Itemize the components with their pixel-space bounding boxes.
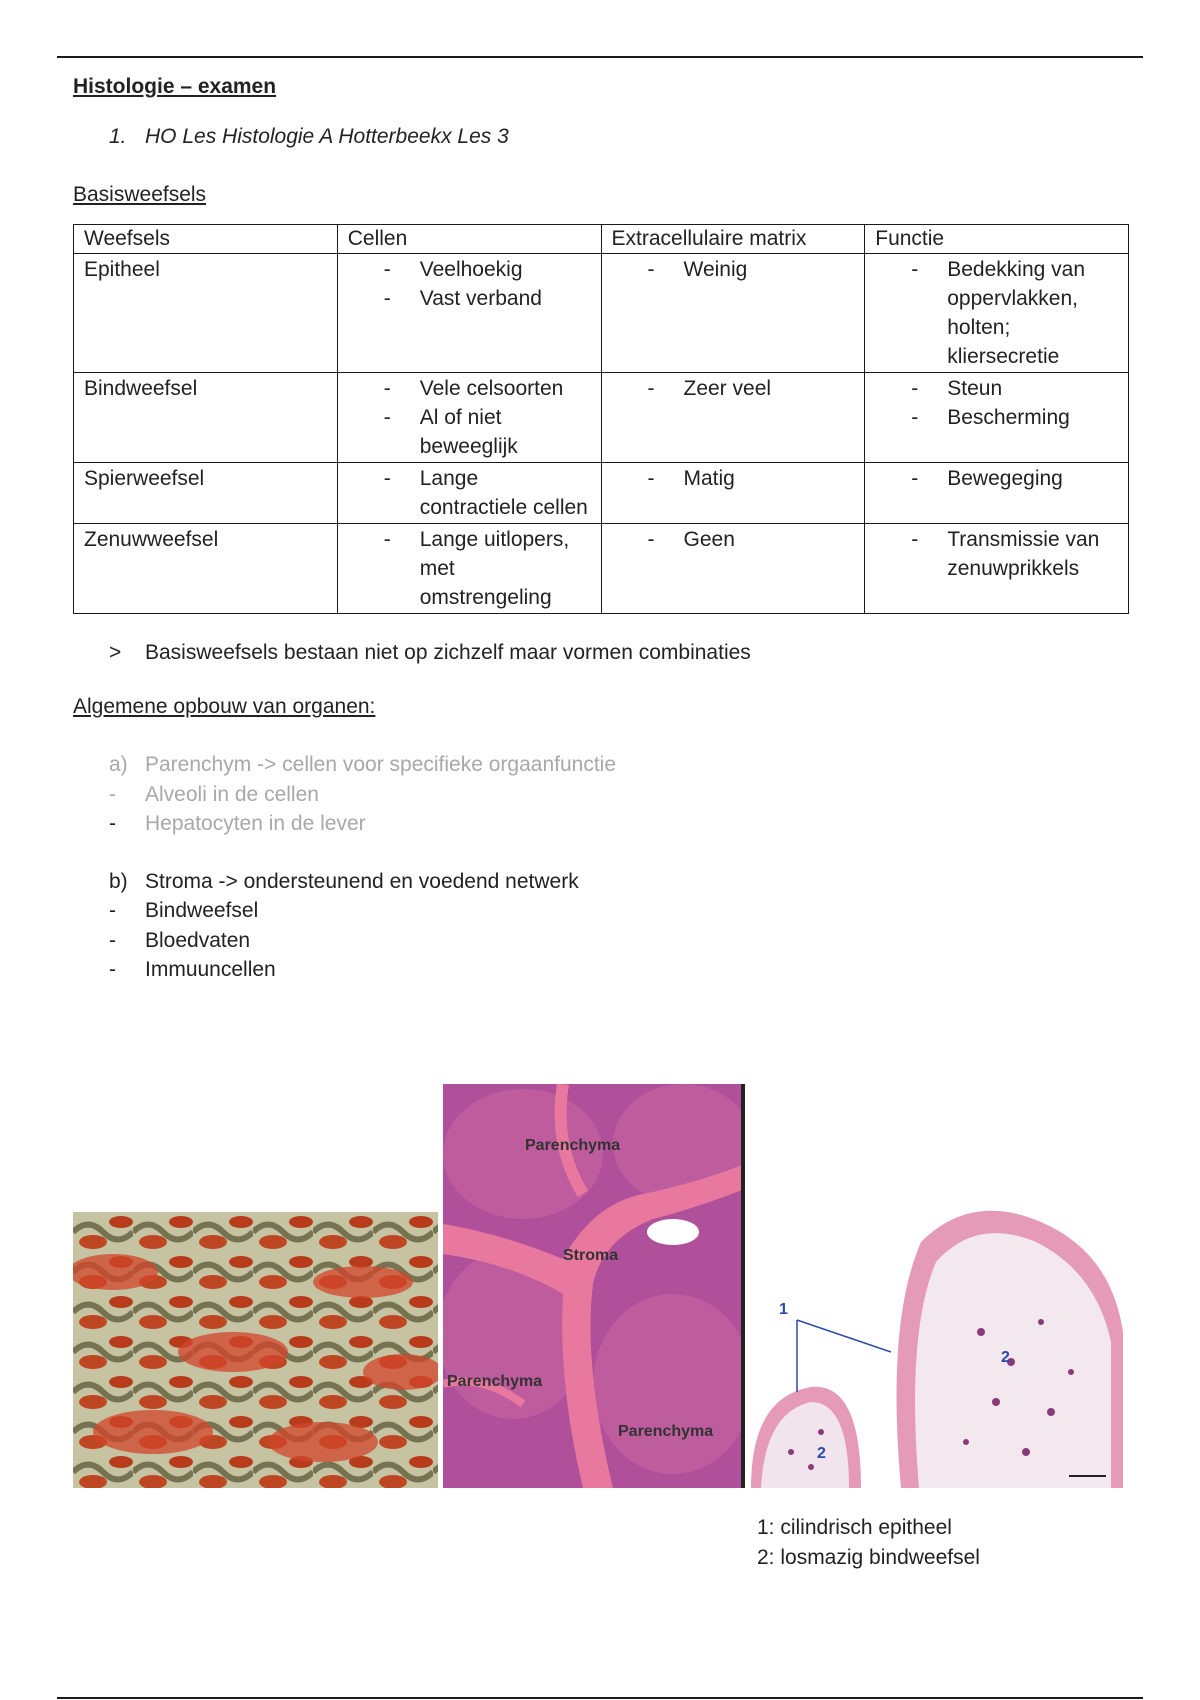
item-text: HO Les Histologie A Hotterbeekx Les 3 (145, 125, 509, 148)
list-parenchym (73, 750, 1133, 839)
note-text: Basisweefsels bestaan niet op zichzelf maar vormen combinaties (145, 641, 751, 664)
caption-line: 1: cilindrisch epitheel (757, 1516, 952, 1539)
table-cell-matrix (601, 373, 865, 463)
list-item: - Bescherming (911, 403, 1118, 432)
table-cell-function (865, 254, 1129, 373)
list-item: - Immuuncellen (109, 955, 1133, 985)
list-marker: a) (109, 753, 128, 776)
list-item: - Al of niet beweeglijk (384, 403, 591, 461)
list-heading (109, 867, 1133, 897)
table-header-row (74, 225, 1129, 254)
table-header: Weefsels (74, 225, 338, 254)
table-cell-tissue: Zenuwweefsel (74, 524, 338, 614)
label-parenchyma-top: Parenchyma (525, 1137, 621, 1154)
label-stroma: Stroma (563, 1247, 619, 1264)
list-item: - Weinig (648, 255, 855, 284)
table-cell-tissue: Spierweefsel (74, 463, 338, 524)
table-row (74, 524, 1129, 614)
list-marker: b) (109, 869, 128, 893)
list-item-text: Alveoli in de cellen (145, 782, 319, 806)
parenchyma-stroma-image (443, 1084, 745, 1488)
table-header: Functie (865, 225, 1129, 254)
table-row (74, 373, 1129, 463)
table-cell-matrix (601, 463, 865, 524)
item-number: 1. (109, 125, 127, 148)
table-row (74, 254, 1129, 373)
list-item: - Vele celsoorten (384, 374, 591, 403)
list-item: - Transmissie van zenuwprikkels (911, 525, 1118, 583)
table-row (74, 463, 1129, 524)
table-cell-function (865, 524, 1129, 614)
table-cell-cells (337, 373, 601, 463)
list-stroma (73, 867, 1133, 985)
label-parenchyma-right: Parenchyma (618, 1423, 714, 1440)
note-line (73, 638, 1133, 668)
document-page (73, 70, 1133, 985)
table-cell-tissue: Epitheel (74, 254, 338, 373)
bottom-rule (57, 1697, 1143, 1699)
image-row (73, 1084, 1123, 1488)
list-heading-text: Stroma -> ondersteunend en voedend netwerk (145, 869, 579, 893)
list-item: - Geen (648, 525, 855, 554)
table-header: Cellen (337, 225, 601, 254)
tissue-table (73, 224, 1129, 614)
list-item: - Bedekking van oppervlakken, holten; kliersecretie (911, 255, 1118, 371)
list-item: - Veelhoekig (384, 255, 591, 284)
table-cell-matrix (601, 524, 865, 614)
label-2a: 2 (1001, 1349, 1010, 1366)
document-title: Histologie – examen (73, 75, 277, 98)
section-heading-opbouw: Algemene opbouw van organen: (73, 695, 376, 718)
section-heading-basisweefsels: Basisweefsels (73, 183, 207, 206)
list-item: - Matig (648, 464, 855, 493)
list-item: - Alveoli in de cellen (109, 780, 1133, 810)
list-item: - Zeer veel (648, 374, 855, 403)
list-item-text: Hepatocyten in de lever (145, 812, 366, 835)
caption-line: 2: losmazig bindweefsel (757, 1546, 980, 1569)
label-parenchyma-left: Parenchyma (447, 1373, 543, 1390)
image-captions (757, 1513, 980, 1573)
label-2b: 2 (817, 1445, 826, 1462)
table-cell-cells (337, 463, 601, 524)
list-item: - Lange contractiele cellen (384, 464, 591, 522)
list-heading (109, 750, 1133, 780)
table-cell-function (865, 373, 1129, 463)
list-item: - Bewegeging (911, 464, 1118, 493)
table-cell-tissue: Bindweefsel (74, 373, 338, 463)
list-item-text: Bloedvaten (145, 928, 251, 952)
list-item: - Bloedvaten (109, 926, 1133, 956)
table-cell-cells (337, 524, 601, 614)
list-item: - Steun (911, 374, 1118, 403)
table-cell-matrix (601, 254, 865, 373)
list-item-text: Bindweefsel (145, 899, 259, 922)
list-item-text: Immuuncellen (145, 958, 276, 981)
list-item: - Bindweefsel (109, 896, 1133, 926)
table-header: Extracellulaire matrix (601, 225, 865, 254)
numbered-item (73, 122, 1133, 152)
tissue-texture-image (73, 1212, 438, 1488)
label-1: 1 (779, 1301, 788, 1318)
list-item: - Lange uitlopers, met omstrengeling (384, 525, 591, 612)
villi-epithelium-image (751, 1202, 1123, 1488)
top-rule (57, 56, 1143, 58)
table-cell-cells (337, 254, 601, 373)
list-item: - Vast verband (384, 284, 591, 313)
list-heading-text: Parenchym -> cellen voor specifieke orgaanfunctie (145, 753, 617, 776)
table-cell-function (865, 463, 1129, 524)
list-item: - Hepatocyten in de lever (109, 809, 1133, 839)
arrow-marker: > (109, 641, 122, 664)
